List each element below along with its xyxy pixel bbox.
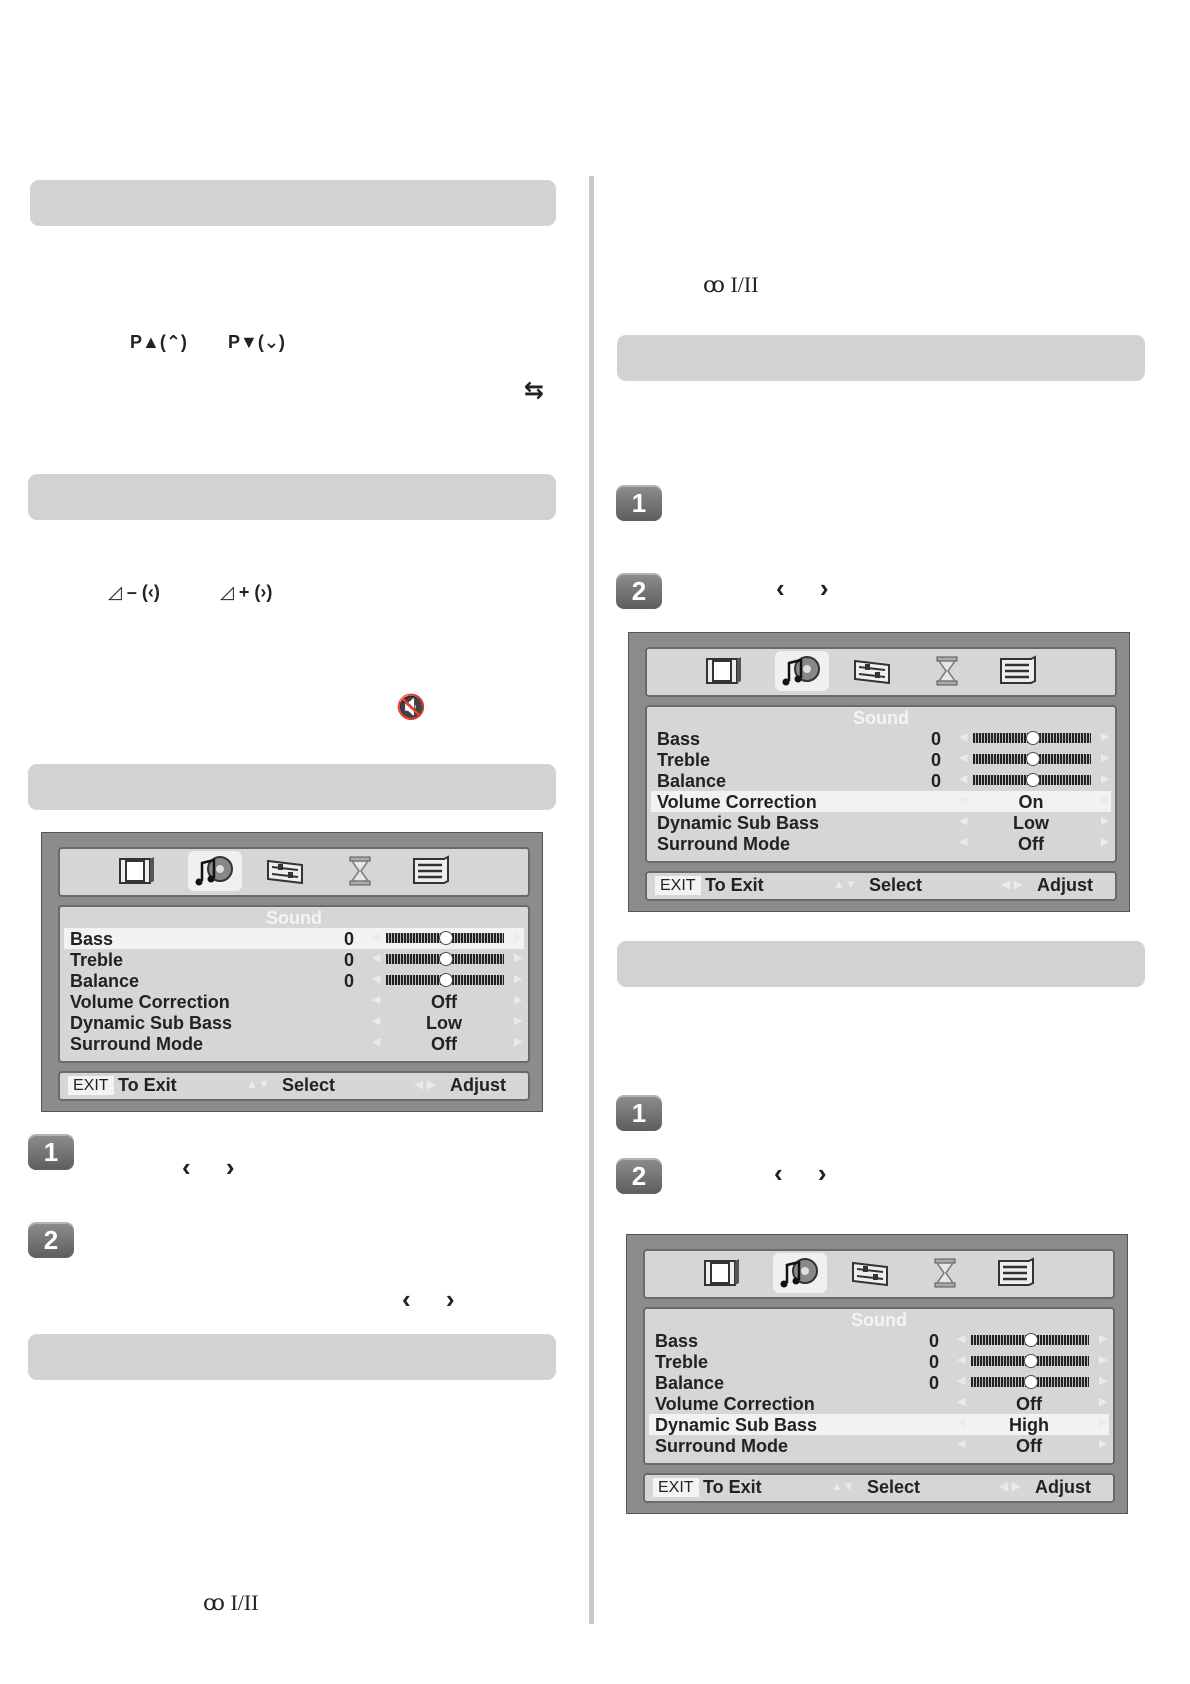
left-arrow-icon: ◀ <box>959 731 968 743</box>
menu-row[interactable] <box>64 970 524 991</box>
left-right-arrows-icon: ‹ › <box>182 1152 249 1182</box>
menu-row-value: Off <box>1016 1394 1042 1414</box>
right-arrow-icon: ▶ <box>514 1036 523 1048</box>
right-arrow-icon: ▶ <box>1099 1396 1108 1408</box>
slider-knob[interactable] <box>1026 773 1040 787</box>
volume-up-icon: ◿ + (›) <box>220 582 273 602</box>
menu-row-label: Treble <box>70 950 124 970</box>
features-menu-icon[interactable] <box>266 855 306 887</box>
left-right-arrows-icon: ‹ › <box>774 1158 841 1188</box>
mute-icon: 🔇 <box>396 694 426 721</box>
stereo-icon: ꝏ I/II <box>703 272 759 297</box>
section-header-bar <box>28 764 556 810</box>
left-right-arrows-icon: ‹ › <box>776 573 843 603</box>
menu-title: Sound <box>851 1310 907 1330</box>
channel-up-icon: P▲(⌃) <box>130 332 187 352</box>
section-header-bar <box>617 941 1145 987</box>
slider-knob[interactable] <box>1026 731 1040 745</box>
exit-text: To Exit <box>118 1075 177 1095</box>
menu-row[interactable] <box>649 1414 1109 1435</box>
menu-title: Sound <box>853 708 909 728</box>
menu-row-label: Treble <box>657 750 711 770</box>
menu-icon-bar <box>58 847 530 897</box>
menu-row-number: 0 <box>929 1352 940 1372</box>
features-menu-icon[interactable] <box>853 655 893 687</box>
section-header-bar <box>30 180 556 226</box>
select-text: Select <box>867 1477 921 1497</box>
menu-row[interactable] <box>651 833 1111 854</box>
exit-key: EXIT <box>655 876 701 895</box>
left-arrow-icon: ◀ <box>957 1396 966 1408</box>
sound-settings-panel <box>645 705 1117 863</box>
exit-text: To Exit <box>705 875 764 895</box>
slider-knob[interactable] <box>1024 1333 1038 1347</box>
column-divider <box>589 176 594 1624</box>
menu-row-value: Low <box>426 1013 462 1033</box>
menu-row-number: 0 <box>929 1331 940 1351</box>
menu-row-number: 0 <box>929 1373 940 1393</box>
picture-menu-icon[interactable] <box>116 855 156 887</box>
left-arrow-icon: ◀ <box>957 1354 966 1366</box>
right-arrow-icon: ▶ <box>514 973 523 985</box>
section-header-bar <box>28 474 556 520</box>
left-right-arrows-icon: ◀ ▶ <box>999 1479 1021 1493</box>
features-menu-icon[interactable] <box>851 1257 891 1289</box>
menu-row-label: Volume Correction <box>657 792 817 812</box>
setup-menu-icon[interactable] <box>410 855 450 887</box>
left-arrow-icon: ◀ <box>959 836 968 848</box>
menu-row[interactable] <box>651 770 1111 791</box>
right-arrow-icon: ▶ <box>1101 815 1110 827</box>
left-arrow-icon: ◀ <box>957 1417 966 1429</box>
menu-row-label: Bass <box>70 929 114 949</box>
step-2-badge: 2 <box>616 573 662 609</box>
menu-row-label: Volume Correction <box>70 992 230 1012</box>
right-arrow-icon: ▶ <box>1099 1438 1108 1450</box>
menu-row-label: Balance <box>70 971 140 991</box>
step-2-badge: 2 <box>28 1222 74 1258</box>
menu-row[interactable] <box>651 749 1111 770</box>
menu-row[interactable] <box>651 791 1111 812</box>
exit-key: EXIT <box>653 1478 699 1497</box>
picture-menu-icon[interactable] <box>701 1257 741 1289</box>
stereo-icon: ꝏ I/II <box>203 1590 259 1615</box>
left-arrow-icon: ◀ <box>372 952 381 964</box>
right-arrow-icon: ▶ <box>1101 773 1110 785</box>
right-arrow-icon: ▶ <box>1099 1333 1108 1345</box>
left-right-arrows-icon: ◀ ▶ <box>1001 877 1023 891</box>
menu-row-number: 0 <box>931 729 942 749</box>
menu-row[interactable] <box>64 1033 524 1054</box>
menu-row[interactable] <box>649 1393 1109 1414</box>
left-right-arrows-icon: ◀ ▶ <box>414 1077 436 1091</box>
menu-row-number: 0 <box>344 971 355 991</box>
right-arrow-icon: ▶ <box>514 994 523 1006</box>
select-text: Select <box>869 875 923 895</box>
menu-row-label: Dynamic Sub Bass <box>655 1415 818 1435</box>
menu-footer <box>58 1071 530 1101</box>
right-arrow-icon: ▶ <box>514 931 523 943</box>
menu-row-label: Surround Mode <box>70 1034 203 1054</box>
step-1-badge: 1 <box>28 1134 74 1170</box>
level-slider[interactable] <box>386 933 504 943</box>
right-arrow-icon: ▶ <box>1101 836 1110 848</box>
menu-row-number: 0 <box>931 771 942 791</box>
slider-knob[interactable] <box>439 952 453 966</box>
up-down-arrows-icon: ▲▼ <box>833 877 857 891</box>
sound-menu-icon[interactable] <box>775 651 829 691</box>
step-1-badge: 1 <box>616 1095 662 1131</box>
menu-row-value: Off <box>1016 1436 1042 1456</box>
menu-row[interactable] <box>64 928 524 949</box>
left-arrow-icon: ◀ <box>957 1375 966 1387</box>
left-arrow-icon: ◀ <box>372 1015 381 1027</box>
left-arrow-icon: ◀ <box>959 752 968 764</box>
menu-row[interactable] <box>649 1330 1109 1351</box>
level-slider[interactable] <box>386 954 504 964</box>
sound-menu-screen <box>626 1234 1128 1514</box>
left-arrow-icon: ◀ <box>372 973 381 985</box>
slider-knob[interactable] <box>1024 1354 1038 1368</box>
right-arrow-icon: ▶ <box>514 1015 523 1027</box>
setup-menu-icon[interactable] <box>997 655 1037 687</box>
setup-menu-icon[interactable] <box>995 1257 1035 1289</box>
exit-key: EXIT <box>68 1076 114 1095</box>
menu-row-value: On <box>1018 792 1044 812</box>
left-arrow-icon: ◀ <box>959 773 968 785</box>
slider-knob[interactable] <box>439 973 453 987</box>
section-header-bar <box>617 335 1145 381</box>
slider-knob[interactable] <box>439 931 453 945</box>
left-right-arrows-icon: ‹ › <box>402 1284 469 1314</box>
menu-row-value: High <box>1009 1415 1049 1435</box>
right-arrow-icon: ▶ <box>514 952 523 964</box>
menu-row-label: Treble <box>655 1352 709 1372</box>
menu-row-number: 0 <box>344 950 355 970</box>
left-arrow-icon: ◀ <box>957 1333 966 1345</box>
menu-row-label: Bass <box>657 729 701 749</box>
level-slider[interactable] <box>973 754 1091 764</box>
up-down-arrows-icon: ▲▼ <box>831 1479 855 1493</box>
menu-row[interactable] <box>64 991 524 1012</box>
select-text: Select <box>282 1075 336 1095</box>
right-arrow-icon: ▶ <box>1101 794 1110 806</box>
menu-row-label: Dynamic Sub Bass <box>657 813 820 833</box>
menu-row[interactable] <box>651 728 1111 749</box>
level-slider[interactable] <box>973 733 1091 743</box>
left-arrow-icon: ◀ <box>959 794 968 806</box>
step-1-badge: 1 <box>616 485 662 521</box>
menu-row[interactable] <box>649 1435 1109 1456</box>
menu-row-label: Dynamic Sub Bass <box>70 1013 233 1033</box>
level-slider[interactable] <box>971 1335 1089 1345</box>
left-arrow-icon: ◀ <box>372 931 381 943</box>
volume-down-icon: ◿ – (‹) <box>108 582 160 602</box>
level-slider[interactable] <box>973 775 1091 785</box>
menu-row-number: 0 <box>931 750 942 770</box>
adjust-text: Adjust <box>450 1075 506 1095</box>
level-slider[interactable] <box>971 1377 1089 1387</box>
right-arrow-icon: ▶ <box>1101 731 1110 743</box>
channel-down-icon: P▼(⌄) <box>228 332 285 352</box>
right-arrow-icon: ▶ <box>1099 1417 1108 1429</box>
left-arrow-icon: ◀ <box>372 1036 381 1048</box>
menu-footer <box>645 871 1117 901</box>
exit-text: To Exit <box>703 1477 762 1497</box>
sound-menu-icon[interactable] <box>773 1253 827 1293</box>
sound-settings-panel <box>643 1307 1115 1465</box>
recall-icon: ⇆ <box>524 377 545 404</box>
sound-settings-panel <box>58 905 530 1063</box>
step-2-badge: 2 <box>616 1158 662 1194</box>
menu-row-label: Balance <box>657 771 727 791</box>
timer-menu-icon[interactable] <box>340 855 380 887</box>
menu-row[interactable] <box>649 1351 1109 1372</box>
menu-row[interactable] <box>651 812 1111 833</box>
menu-row-number: 0 <box>344 929 355 949</box>
menu-row[interactable] <box>649 1372 1109 1393</box>
menu-row-label: Bass <box>655 1331 699 1351</box>
menu-row-label: Surround Mode <box>655 1436 788 1456</box>
slider-knob[interactable] <box>1026 752 1040 766</box>
left-arrow-icon: ◀ <box>959 815 968 827</box>
slider-knob[interactable] <box>1024 1375 1038 1389</box>
section-header-bar <box>28 1334 556 1380</box>
sound-menu-screen <box>628 632 1130 912</box>
picture-menu-icon[interactable] <box>703 655 743 687</box>
menu-row-value: Off <box>1018 834 1044 854</box>
right-arrow-icon: ▶ <box>1099 1354 1108 1366</box>
left-arrow-icon: ◀ <box>372 994 381 1006</box>
menu-row-value: Off <box>431 1034 457 1054</box>
up-down-arrows-icon: ▲▼ <box>246 1077 270 1091</box>
level-slider[interactable] <box>971 1356 1089 1366</box>
menu-row[interactable] <box>64 949 524 970</box>
menu-row-label: Volume Correction <box>655 1394 815 1414</box>
menu-footer <box>643 1473 1115 1503</box>
left-arrow-icon: ◀ <box>957 1438 966 1450</box>
menu-icon-bar <box>643 1249 1115 1299</box>
menu-icon-bar <box>645 647 1117 697</box>
level-slider[interactable] <box>386 975 504 985</box>
timer-menu-icon[interactable] <box>927 655 967 687</box>
right-arrow-icon: ▶ <box>1099 1375 1108 1387</box>
sound-menu-screen <box>41 832 543 1112</box>
adjust-text: Adjust <box>1037 875 1093 895</box>
menu-row-value: Off <box>431 992 457 1012</box>
menu-row-label: Surround Mode <box>657 834 790 854</box>
right-arrow-icon: ▶ <box>1101 752 1110 764</box>
timer-menu-icon[interactable] <box>925 1257 965 1289</box>
menu-row-label: Balance <box>655 1373 725 1393</box>
sound-menu-icon[interactable] <box>188 851 242 891</box>
adjust-text: Adjust <box>1035 1477 1091 1497</box>
menu-row-value: Low <box>1013 813 1049 833</box>
menu-row[interactable] <box>64 1012 524 1033</box>
menu-title: Sound <box>266 908 322 928</box>
